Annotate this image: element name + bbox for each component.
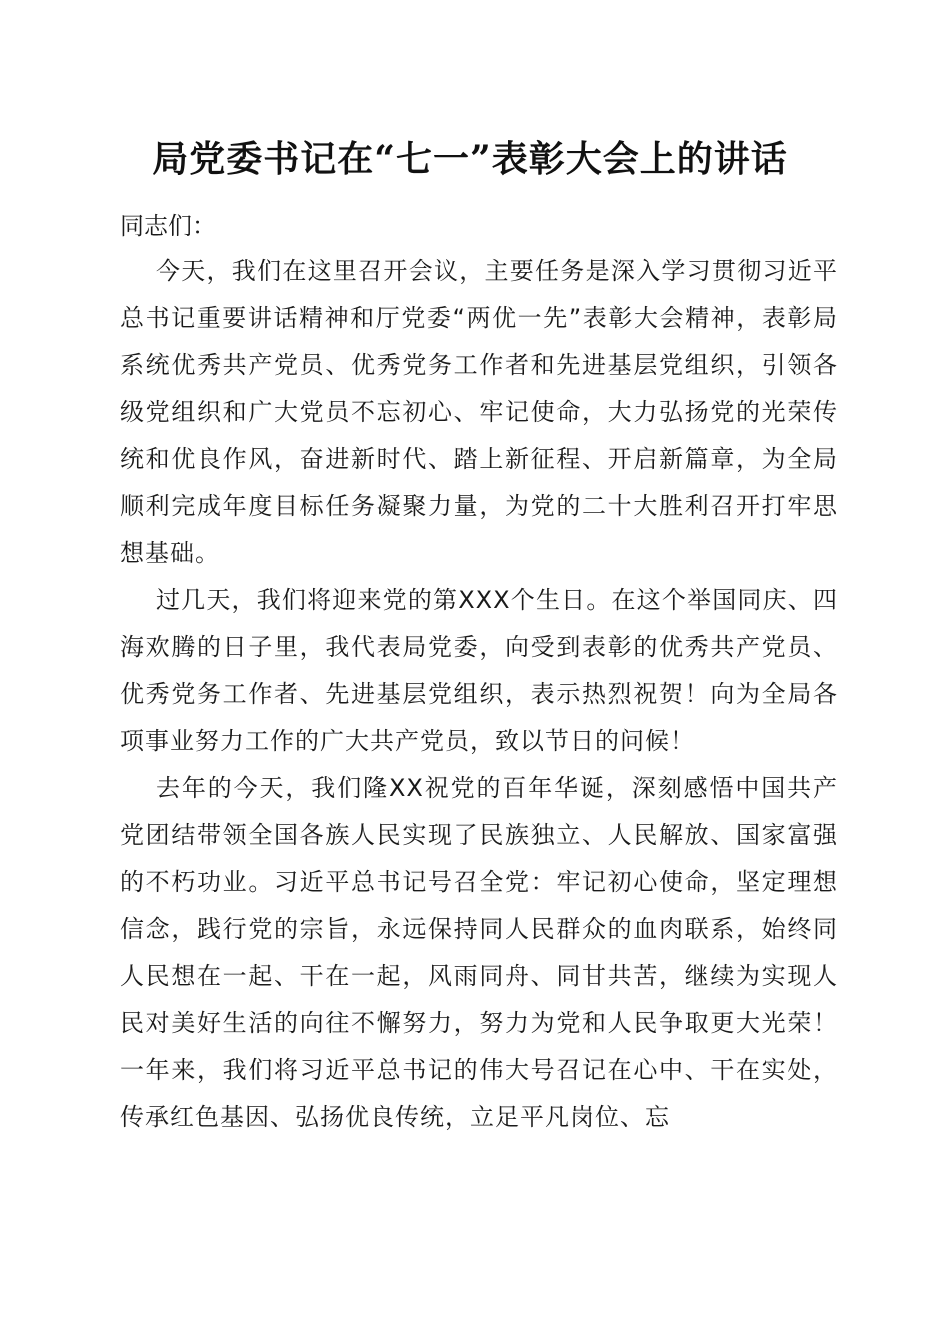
paragraph-3: 去年的今天，我们隆XX祝党的百年华诞，深刻感悟中国共产党团结带领全国各族人民实现了民族独立、人民解放、国家富强的不朽功业。习近平总书记号召全党：牢记初心使命，坚定理想信念，践行党的宗旨，永远保持同人民群众的血肉联系，始终同人民想在一起、干在一起，风雨同舟、同甘共苦，继续为实现人民对美好生活的向往不懈努力，努力为党和人民争取更大光荣！一年来，我们将习近平总书记的伟大号召记在心中、干在实处，传承红色基因、弘扬优良传统，立足平凡岗位、忘 (120, 774, 838, 1131)
document-title: 局党委书记在“七一”表彰大会上的讲话 (152, 138, 788, 180)
document-body (120, 204, 838, 1141)
paragraph-1: 今天，我们在这里召开会议，主要任务是深入学习贯彻习近平总书记重要讲话精神和厅党委“两优一先”表彰大会精神，表彰局系统优秀共产党员、优秀党务工作者和先进基层党组织，引领各级党组织和广大党员不忘初心、牢记使命，大力弘扬党的光荣传统和优良作风，奋进新时代、踏上新征程、开启新篇章，为全局顺利完成年度目标任务凝聚力量，为党的二十大胜利召开打牢思想基础。 (120, 257, 838, 567)
paragraph-2: 过几天，我们将迎来党的第XXX个生日。在这个举国同庆、四海欢腾的日子里，我代表局党委，向受到表彰的优秀共产党员、优秀党务工作者、先进基层党组织，表示热烈祝贺！向为全局各项事业努力工作的广大共产党员，致以节日的问候！ (120, 586, 838, 755)
salutation: 同志们： (120, 212, 216, 240)
